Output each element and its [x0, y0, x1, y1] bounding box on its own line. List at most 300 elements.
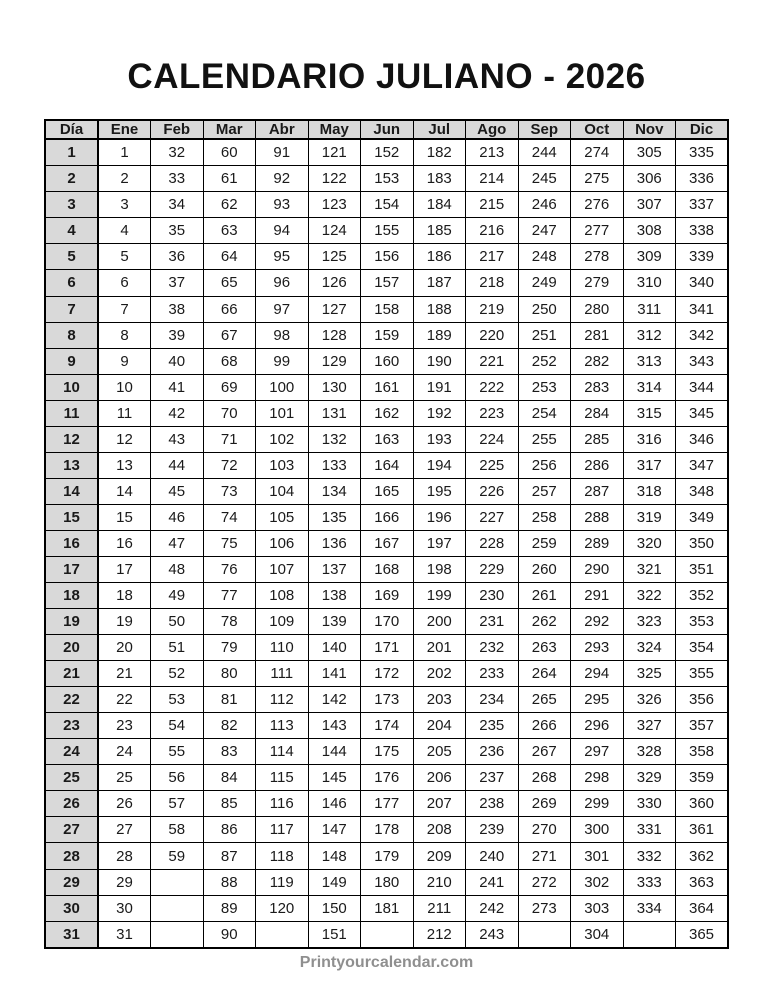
julian-value-cell: 139: [308, 609, 361, 635]
julian-value-cell: 155: [361, 218, 414, 244]
julian-value-cell: 39: [151, 322, 204, 348]
julian-value-cell: 250: [518, 296, 571, 322]
table-row: [45, 530, 728, 556]
julian-value-cell: 246: [518, 192, 571, 218]
julian-value-cell: 18: [98, 583, 151, 609]
julian-value-cell: 82: [203, 713, 256, 739]
julian-value-cell: 223: [466, 400, 519, 426]
month-header-ene: Ene: [98, 120, 151, 139]
julian-value-cell: 163: [361, 426, 414, 452]
julian-value-cell: 150: [308, 895, 361, 921]
julian-value-cell: 154: [361, 192, 414, 218]
julian-value-cell: 294: [571, 661, 624, 687]
julian-value-cell: 17: [98, 556, 151, 582]
julian-value-cell: 164: [361, 452, 414, 478]
table-body: [45, 139, 728, 948]
julian-value-cell: 122: [308, 166, 361, 192]
julian-value-cell: 188: [413, 296, 466, 322]
julian-value-cell: 252: [518, 348, 571, 374]
julian-value-cell: 77: [203, 583, 256, 609]
julian-value-cell: 325: [623, 661, 676, 687]
julian-value-cell: 53: [151, 687, 204, 713]
julian-value-cell: 345: [676, 400, 729, 426]
julian-value-cell: 270: [518, 817, 571, 843]
julian-value-cell: 162: [361, 400, 414, 426]
julian-value-cell: 44: [151, 452, 204, 478]
month-header-feb: Feb: [151, 120, 204, 139]
julian-value-cell: 327: [623, 713, 676, 739]
month-header-jun: Jun: [361, 120, 414, 139]
julian-value-cell: 104: [256, 478, 309, 504]
table-row: [45, 504, 728, 530]
julian-value-cell: 124: [308, 218, 361, 244]
julian-value-cell: 300: [571, 817, 624, 843]
julian-value-cell: 28: [98, 843, 151, 869]
julian-value-cell: 112: [256, 687, 309, 713]
table-header-row: [45, 120, 728, 139]
julian-value-cell: 151: [308, 921, 361, 948]
julian-value-cell: 121: [308, 139, 361, 166]
table-row: [45, 139, 728, 166]
julian-value-cell: 168: [361, 556, 414, 582]
table-row: [45, 296, 728, 322]
julian-value-cell: 357: [676, 713, 729, 739]
julian-value-cell: 70: [203, 400, 256, 426]
julian-value-cell: 161: [361, 374, 414, 400]
julian-value-cell: 245: [518, 166, 571, 192]
julian-value-cell: 332: [623, 843, 676, 869]
julian-value-cell: 254: [518, 400, 571, 426]
table-row: [45, 661, 728, 687]
julian-value-cell: 88: [203, 869, 256, 895]
julian-value-cell: 166: [361, 504, 414, 530]
julian-value-cell: 311: [623, 296, 676, 322]
julian-value-cell: 109: [256, 609, 309, 635]
julian-value-cell: 348: [676, 478, 729, 504]
julian-value-cell: 175: [361, 739, 414, 765]
julian-value-cell: 358: [676, 739, 729, 765]
julian-value-cell: 362: [676, 843, 729, 869]
julian-value-cell: 283: [571, 374, 624, 400]
julian-value-cell: 353: [676, 609, 729, 635]
julian-value-cell: 189: [413, 322, 466, 348]
julian-value-cell: 304: [571, 921, 624, 948]
julian-value-cell: 51: [151, 635, 204, 661]
julian-value-cell: 98: [256, 322, 309, 348]
julian-value-cell: 129: [308, 348, 361, 374]
day-cell: 11: [45, 400, 98, 426]
julian-value-cell: 320: [623, 530, 676, 556]
julian-value-cell: 289: [571, 530, 624, 556]
day-cell: 4: [45, 218, 98, 244]
julian-value-cell: 58: [151, 817, 204, 843]
day-cell: 8: [45, 322, 98, 348]
day-cell: 5: [45, 244, 98, 270]
julian-value-cell: 19: [98, 609, 151, 635]
julian-value-cell: 186: [413, 244, 466, 270]
julian-value-cell: 212: [413, 921, 466, 948]
julian-value-cell: 220: [466, 322, 519, 348]
julian-value-cell: 119: [256, 869, 309, 895]
julian-value-cell: 192: [413, 400, 466, 426]
month-header-oct: Oct: [571, 120, 624, 139]
julian-value-cell: 341: [676, 296, 729, 322]
julian-value-cell: 131: [308, 400, 361, 426]
julian-value-cell: 230: [466, 583, 519, 609]
julian-value-cell: 40: [151, 348, 204, 374]
julian-value-cell: 236: [466, 739, 519, 765]
julian-value-cell: 107: [256, 556, 309, 582]
month-header-abr: Abr: [256, 120, 309, 139]
julian-value-cell: 76: [203, 556, 256, 582]
julian-value-cell: 8: [98, 322, 151, 348]
julian-value-cell: 52: [151, 661, 204, 687]
julian-value-cell: 219: [466, 296, 519, 322]
julian-value-cell: 2: [98, 166, 151, 192]
month-header-mar: Mar: [203, 120, 256, 139]
day-cell: 31: [45, 921, 98, 948]
julian-value-cell: 87: [203, 843, 256, 869]
julian-value-cell: 173: [361, 687, 414, 713]
julian-value-cell: 90: [203, 921, 256, 948]
julian-value-cell: 30: [98, 895, 151, 921]
julian-value-cell: 62: [203, 192, 256, 218]
julian-value-cell: [518, 921, 571, 948]
julian-value-cell: 211: [413, 895, 466, 921]
julian-value-cell: 274: [571, 139, 624, 166]
table-row: [45, 843, 728, 869]
julian-value-cell: 276: [571, 192, 624, 218]
julian-value-cell: 182: [413, 139, 466, 166]
julian-value-cell: 45: [151, 478, 204, 504]
julian-value-cell: [151, 869, 204, 895]
julian-value-cell: 108: [256, 583, 309, 609]
julian-value-cell: 229: [466, 556, 519, 582]
julian-value-cell: 197: [413, 530, 466, 556]
julian-value-cell: [361, 921, 414, 948]
julian-value-cell: 81: [203, 687, 256, 713]
julian-value-cell: 278: [571, 244, 624, 270]
julian-value-cell: 48: [151, 556, 204, 582]
julian-value-cell: 13: [98, 452, 151, 478]
month-header-ago: Ago: [466, 120, 519, 139]
julian-value-cell: 339: [676, 244, 729, 270]
table-row: [45, 583, 728, 609]
julian-value-cell: 102: [256, 426, 309, 452]
julian-value-cell: 101: [256, 400, 309, 426]
julian-value-cell: 206: [413, 765, 466, 791]
day-cell: 17: [45, 556, 98, 582]
julian-value-cell: 169: [361, 583, 414, 609]
julian-value-cell: 41: [151, 374, 204, 400]
day-cell: 24: [45, 739, 98, 765]
julian-value-cell: 32: [151, 139, 204, 166]
julian-value-cell: 303: [571, 895, 624, 921]
julian-value-cell: 277: [571, 218, 624, 244]
julian-value-cell: 226: [466, 478, 519, 504]
julian-value-cell: 29: [98, 869, 151, 895]
julian-value-cell: 308: [623, 218, 676, 244]
julian-value-cell: 152: [361, 139, 414, 166]
table-row: [45, 166, 728, 192]
julian-value-cell: 201: [413, 635, 466, 661]
julian-value-cell: 190: [413, 348, 466, 374]
table-row: [45, 713, 728, 739]
julian-value-cell: 292: [571, 609, 624, 635]
julian-value-cell: 302: [571, 869, 624, 895]
julian-value-cell: 22: [98, 687, 151, 713]
julian-value-cell: 228: [466, 530, 519, 556]
julian-value-cell: 218: [466, 270, 519, 296]
julian-value-cell: 310: [623, 270, 676, 296]
julian-value-cell: 355: [676, 661, 729, 687]
table-row: [45, 921, 728, 948]
julian-value-cell: 207: [413, 791, 466, 817]
julian-value-cell: 16: [98, 530, 151, 556]
day-cell: 7: [45, 296, 98, 322]
julian-value-cell: 79: [203, 635, 256, 661]
julian-value-cell: 136: [308, 530, 361, 556]
julian-value-cell: 263: [518, 635, 571, 661]
julian-value-cell: 264: [518, 661, 571, 687]
julian-value-cell: 60: [203, 139, 256, 166]
julian-value-cell: 179: [361, 843, 414, 869]
julian-value-cell: 330: [623, 791, 676, 817]
table-row: [45, 192, 728, 218]
julian-value-cell: 83: [203, 739, 256, 765]
julian-value-cell: 239: [466, 817, 519, 843]
table-row: [45, 244, 728, 270]
table-row: [45, 895, 728, 921]
julian-value-cell: 116: [256, 791, 309, 817]
page-title: CALENDARIO JULIANO - 2026: [127, 57, 646, 96]
julian-value-cell: 334: [623, 895, 676, 921]
julian-value-cell: 141: [308, 661, 361, 687]
julian-value-cell: 193: [413, 426, 466, 452]
julian-value-cell: 337: [676, 192, 729, 218]
julian-value-cell: 187: [413, 270, 466, 296]
julian-value-cell: 137: [308, 556, 361, 582]
month-header-sep: Sep: [518, 120, 571, 139]
day-cell: 25: [45, 765, 98, 791]
julian-value-cell: 231: [466, 609, 519, 635]
julian-value-cell: 105: [256, 504, 309, 530]
julian-value-cell: 95: [256, 244, 309, 270]
julian-value-cell: 360: [676, 791, 729, 817]
day-cell: 1: [45, 139, 98, 166]
julian-value-cell: 5: [98, 244, 151, 270]
julian-value-cell: 258: [518, 504, 571, 530]
julian-value-cell: 195: [413, 478, 466, 504]
julian-value-cell: 167: [361, 530, 414, 556]
julian-value-cell: 120: [256, 895, 309, 921]
julian-value-cell: 54: [151, 713, 204, 739]
julian-value-cell: 140: [308, 635, 361, 661]
julian-value-cell: 352: [676, 583, 729, 609]
julian-value-cell: 171: [361, 635, 414, 661]
julian-value-cell: 297: [571, 739, 624, 765]
julian-value-cell: 347: [676, 452, 729, 478]
table-row: [45, 609, 728, 635]
julian-value-cell: 4: [98, 218, 151, 244]
julian-value-cell: 144: [308, 739, 361, 765]
julian-value-cell: 178: [361, 817, 414, 843]
julian-value-cell: 33: [151, 166, 204, 192]
julian-value-cell: 75: [203, 530, 256, 556]
julian-value-cell: 267: [518, 739, 571, 765]
julian-value-cell: 261: [518, 583, 571, 609]
julian-value-cell: 115: [256, 765, 309, 791]
day-cell: 28: [45, 843, 98, 869]
table-row: [45, 478, 728, 504]
julian-value-cell: 113: [256, 713, 309, 739]
julian-value-cell: 96: [256, 270, 309, 296]
julian-value-cell: 256: [518, 452, 571, 478]
julian-value-cell: 268: [518, 765, 571, 791]
julian-value-cell: 200: [413, 609, 466, 635]
julian-value-cell: 64: [203, 244, 256, 270]
day-cell: 2: [45, 166, 98, 192]
julian-value-cell: 185: [413, 218, 466, 244]
julian-value-cell: 6: [98, 270, 151, 296]
day-cell: 21: [45, 661, 98, 687]
julian-value-cell: 202: [413, 661, 466, 687]
julian-value-cell: 279: [571, 270, 624, 296]
julian-value-cell: 216: [466, 218, 519, 244]
julian-value-cell: 97: [256, 296, 309, 322]
julian-value-cell: 61: [203, 166, 256, 192]
julian-value-cell: 272: [518, 869, 571, 895]
julian-value-cell: 47: [151, 530, 204, 556]
julian-value-cell: 356: [676, 687, 729, 713]
julian-value-cell: 247: [518, 218, 571, 244]
julian-value-cell: 259: [518, 530, 571, 556]
julian-value-cell: 244: [518, 139, 571, 166]
julian-value-cell: 280: [571, 296, 624, 322]
julian-value-cell: 67: [203, 322, 256, 348]
julian-value-cell: 86: [203, 817, 256, 843]
julian-value-cell: 313: [623, 348, 676, 374]
julian-value-cell: 361: [676, 817, 729, 843]
julian-value-cell: 215: [466, 192, 519, 218]
julian-value-cell: 237: [466, 765, 519, 791]
julian-value-cell: 269: [518, 791, 571, 817]
julian-value-cell: 255: [518, 426, 571, 452]
julian-value-cell: 242: [466, 895, 519, 921]
julian-value-cell: 180: [361, 869, 414, 895]
julian-value-cell: 260: [518, 556, 571, 582]
julian-value-cell: 240: [466, 843, 519, 869]
julian-value-cell: 156: [361, 244, 414, 270]
day-cell: 12: [45, 426, 98, 452]
julian-value-cell: 275: [571, 166, 624, 192]
julian-value-cell: 37: [151, 270, 204, 296]
day-cell: 6: [45, 270, 98, 296]
julian-value-cell: 225: [466, 452, 519, 478]
julian-value-cell: 365: [676, 921, 729, 948]
julian-value-cell: 287: [571, 478, 624, 504]
julian-value-cell: 20: [98, 635, 151, 661]
table-row: [45, 687, 728, 713]
julian-value-cell: 68: [203, 348, 256, 374]
julian-value-cell: 296: [571, 713, 624, 739]
julian-value-cell: 312: [623, 322, 676, 348]
julian-value-cell: 66: [203, 296, 256, 322]
julian-value-cell: 153: [361, 166, 414, 192]
julian-value-cell: 31: [98, 921, 151, 948]
julian-value-cell: 9: [98, 348, 151, 374]
julian-value-cell: 282: [571, 348, 624, 374]
julian-value-cell: 10: [98, 374, 151, 400]
julian-value-cell: 132: [308, 426, 361, 452]
julian-value-cell: 299: [571, 791, 624, 817]
julian-value-cell: 333: [623, 869, 676, 895]
julian-value-cell: 363: [676, 869, 729, 895]
julian-value-cell: 349: [676, 504, 729, 530]
month-header-jul: Jul: [413, 120, 466, 139]
julian-value-cell: 321: [623, 556, 676, 582]
julian-value-cell: 80: [203, 661, 256, 687]
table-row: [45, 374, 728, 400]
julian-value-cell: 145: [308, 765, 361, 791]
julian-value-cell: [256, 921, 309, 948]
julian-value-cell: 205: [413, 739, 466, 765]
julian-value-cell: 257: [518, 478, 571, 504]
table-row: [45, 218, 728, 244]
julian-value-cell: 199: [413, 583, 466, 609]
julian-value-cell: 118: [256, 843, 309, 869]
day-cell: 29: [45, 869, 98, 895]
julian-value-cell: 78: [203, 609, 256, 635]
julian-value-cell: 174: [361, 713, 414, 739]
julian-value-cell: 322: [623, 583, 676, 609]
day-cell: 13: [45, 452, 98, 478]
day-cell: 14: [45, 478, 98, 504]
julian-value-cell: 12: [98, 426, 151, 452]
julian-value-cell: 149: [308, 869, 361, 895]
julian-value-cell: 89: [203, 895, 256, 921]
julian-value-cell: 59: [151, 843, 204, 869]
julian-value-cell: 114: [256, 739, 309, 765]
julian-value-cell: 138: [308, 583, 361, 609]
julian-value-cell: 142: [308, 687, 361, 713]
julian-value-cell: 135: [308, 504, 361, 530]
julian-value-cell: 50: [151, 609, 204, 635]
julian-value-cell: 238: [466, 791, 519, 817]
julian-value-cell: 315: [623, 400, 676, 426]
julian-value-cell: 106: [256, 530, 309, 556]
day-cell: 26: [45, 791, 98, 817]
julian-value-cell: 350: [676, 530, 729, 556]
julian-value-cell: 176: [361, 765, 414, 791]
julian-value-cell: 336: [676, 166, 729, 192]
julian-value-cell: 24: [98, 739, 151, 765]
julian-value-cell: 38: [151, 296, 204, 322]
julian-value-cell: 46: [151, 504, 204, 530]
julian-value-cell: 224: [466, 426, 519, 452]
julian-value-cell: 36: [151, 244, 204, 270]
table-row: [45, 739, 728, 765]
julian-value-cell: 11: [98, 400, 151, 426]
julian-value-cell: 305: [623, 139, 676, 166]
table-row: [45, 869, 728, 895]
day-cell: 20: [45, 635, 98, 661]
day-column-header: Día: [45, 120, 98, 139]
julian-value-cell: 284: [571, 400, 624, 426]
julian-value-cell: 306: [623, 166, 676, 192]
julian-value-cell: 340: [676, 270, 729, 296]
julian-value-cell: 198: [413, 556, 466, 582]
